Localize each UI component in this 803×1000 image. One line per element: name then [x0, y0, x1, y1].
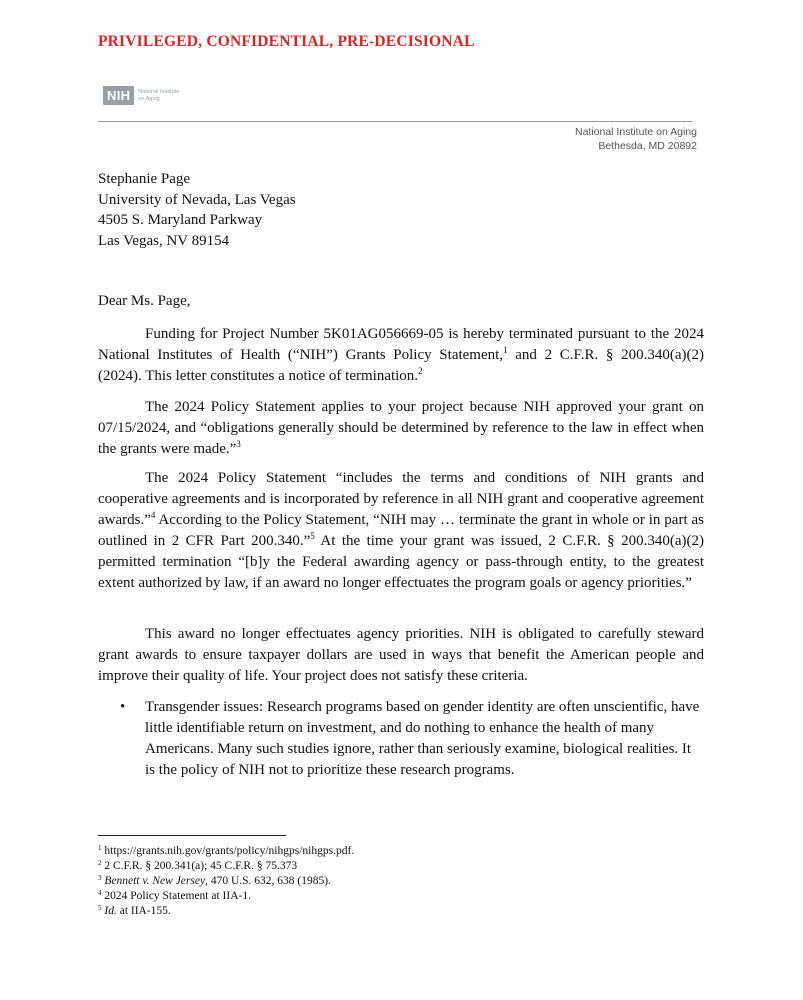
- logo-line-1: National Institute: [138, 89, 180, 95]
- recipient-name: Stephanie Page: [98, 171, 191, 187]
- paragraph-3-text-a: The 2024 Policy Statement “includes the terms and conditions of NIH grants and cooperative agreements and is incorporated by reference in all NIH grant and cooperative agreement awards.”: [98, 470, 704, 528]
- paragraph-3-text-b: According to the Policy Statement, “NIH may … terminate the grant in whole or in part as outlined in 2 CFR Part 200.340.”: [98, 512, 704, 549]
- paragraph-1-text-b: and 2 C.F.R. § 200.340(a)(2) (2024). This letter constitutes a notice of termination.: [98, 347, 704, 384]
- paragraph-3-text-c: At the time your grant was issued, 2 C.F.R. § 200.340(a)(2) permitted termination “[b]y the Federal awarding agency or pass-through entity, to the greatest extent authorized by law, if an award no longer effectuates the program goals or agency priorities.”: [98, 533, 705, 591]
- letterhead-divider: [98, 121, 692, 122]
- footnote-text: at IIA-155.: [116, 905, 171, 917]
- recipient-street: 4505 S. Maryland Parkway: [98, 212, 263, 229]
- footnote-num: 4: [98, 889, 102, 897]
- bullet-dot-icon: •: [120, 699, 126, 715]
- footnote-num: 1: [98, 844, 102, 852]
- paragraph-policy-applies: [98, 397, 704, 460]
- recipient-address: [98, 169, 296, 251]
- nih-logo-text: [138, 89, 179, 102]
- footnote-ref-4: 4: [150, 510, 156, 520]
- footnote-5: [98, 904, 354, 919]
- office-block: [575, 125, 697, 153]
- footnote-text: , 470 U.S. 632, 638 (1985).: [205, 875, 331, 887]
- bullet-text: Transgender issues: Research programs based on gender identity are often unscientific, have little identifiable return on investment, and do nothing to enhance the health of many Americans. Many such studies ignore, rather than seriously examine, biological realities. It is the policy of NIH not to prioritize these research programs.: [145, 699, 700, 778]
- footnote-4: [98, 889, 354, 904]
- nih-logo-mark: NIH: [103, 86, 134, 105]
- footnote-id: Id.: [101, 905, 117, 917]
- logo-line-2: on Aging: [138, 95, 160, 102]
- paragraph-policy-terms: [98, 468, 704, 594]
- paragraph-priorities: This award no longer effectuates agency priorities. NIH is obligated to carefully steward grant awards to ensure taxpayer dollars are used in ways that benefit the American people and improve their quality of life. Your project does not satisfy these criteria.: [98, 626, 704, 684]
- footnote-1: [98, 844, 354, 859]
- recipient-city: Las Vegas, NV 89154: [98, 232, 230, 249]
- recipient-org: University of Nevada, Las Vegas: [98, 191, 296, 208]
- office-location: Bethesda, MD 20892: [598, 140, 697, 152]
- nih-logo: [103, 86, 179, 105]
- footnote-num: 3: [98, 874, 102, 882]
- paragraph-termination: [98, 324, 704, 387]
- footnotes: [98, 844, 354, 919]
- footnote-ref-5: 5: [310, 531, 315, 541]
- footnote-text: 2 C.F.R. § 200.341(a); 45 C.F.R. § 75.373: [101, 860, 298, 872]
- footnote-2: [98, 859, 354, 874]
- footnote-text: 2024 Policy Statement at IIA-1.: [101, 890, 251, 902]
- office-name: National Institute on Aging: [574, 126, 697, 138]
- footnote-num: 2: [98, 859, 102, 867]
- footnote-text: https://grants.nih.gov/grants/policy/nihgps/nihgps.pdf.: [101, 845, 355, 857]
- footnote-num: 5: [98, 904, 102, 912]
- confidentiality-banner: PRIVILEGED, CONFIDENTIAL, PRE-DECISIONAL: [98, 33, 475, 50]
- footnote-divider: [98, 835, 286, 836]
- salutation: Dear Ms. Page,: [98, 293, 191, 309]
- paragraph-2-text: The 2024 Policy Statement applies to your project because NIH approved your grant on 07/15/2024, and “obligations generally should be determined by reference to the law in effect when the grants were made.”: [98, 399, 704, 457]
- footnote-ref-1: 1: [503, 345, 508, 355]
- footnote-3: [98, 874, 354, 889]
- footnote-ref-3: 3: [236, 439, 241, 449]
- paragraph-1-text-a: Funding for Project Number 5K01AG056669-05 is hereby terminated pursuant to the 2024 National Institutes of Health (“NIH”) Grants Policy Statement,: [98, 326, 704, 363]
- footnote-case-name: Bennett v. New Jersey: [101, 875, 206, 887]
- footnote-ref-2: 2: [418, 366, 423, 376]
